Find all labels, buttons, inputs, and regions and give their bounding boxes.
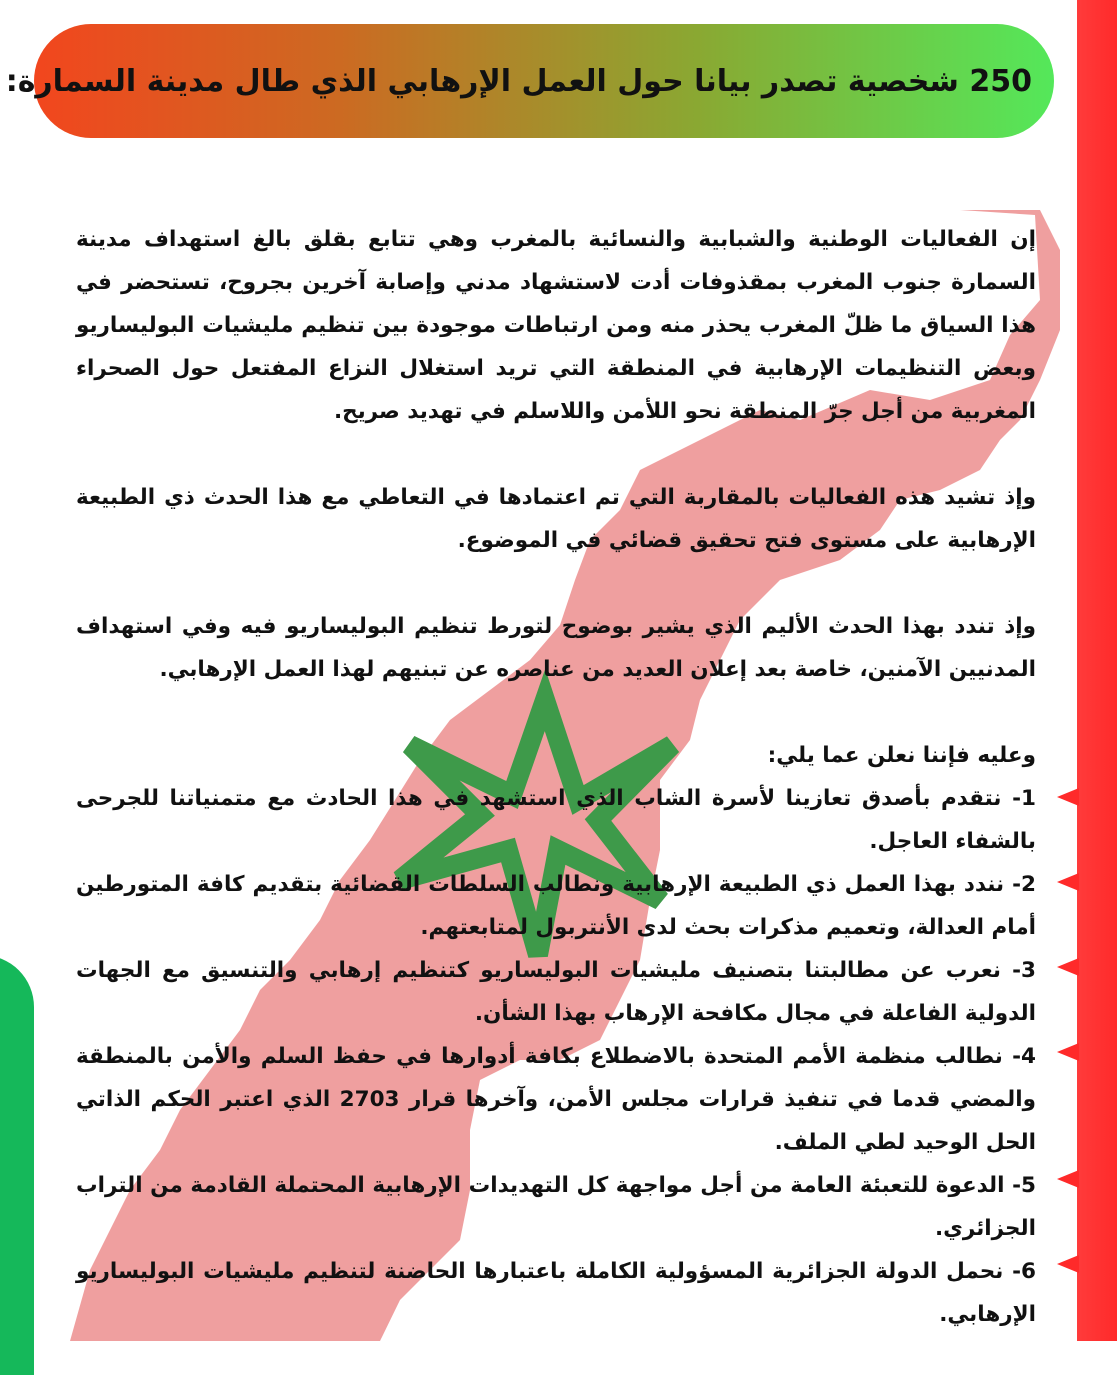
red-arrow-marker-icon	[1057, 1043, 1079, 1061]
red-arrow-marker-icon	[1057, 873, 1079, 891]
red-arrow-marker-icon	[1057, 1170, 1079, 1188]
red-arrow-marker-icon	[1057, 788, 1079, 806]
red-arrow-marker-icon	[1057, 958, 1079, 976]
page-title: 250 شخصية تصدر بيانا حول العمل الإرهابي الذي طال مدينة السمارة:	[5, 63, 1032, 99]
list-intro: وعليه فإننا نعلن عما يلي:	[767, 743, 1036, 768]
list-item-6: 6- نحمل الدولة الجزائرية المسؤولية الكاملة باعتبارها الحاضنة لتنظيم مليشيات البوليساريو الإرهابي.	[76, 1259, 1036, 1327]
list-item-2: 2- نندد بهذا العمل ذي الطبيعة الإرهابية ونطالب السلطات القضائية بتقديم كافة المتورطين أمام العدالة، وتعميم مذكرات بحث لدى الأنتربول لمتابعتهم.	[76, 872, 1036, 940]
paragraph-1: إن الفعاليات الوطنية والشبابية والنسائية بالمغرب وهي تتابع بقلق بالغ استهداف مدينة السمارة جنوب المغرب بمقذوفات أدت لاستشهاد مدني وإصابة آخرين بجروح، تستحضر في هذا السياق ما ظلّ المغرب يحذر منه ومن ارتباطات موجودة بين تنظيم مليشيات البوليساريو وبعض التنظيمات الإرهابية في المنطقة التي تريد استغلال النزاع المفتعل حول الصحراء المغربية من أجل جرّ المنطقة نحو اللأمن واللاسلم في تهديد صريح.	[76, 227, 1036, 424]
statement-body	[76, 218, 1036, 1336]
paragraph-2: وإذ تشيد هذه الفعاليات بالمقاربة التي تم اعتمادها في التعاطي مع هذا الحدث ذي الطبيعة الإرهابية على مستوى فتح تحقيق قضائي في الموضوع.	[76, 485, 1036, 553]
list-item-4: 4- نطالب منظمة الأمم المتحدة بالاضطلاع بكافة أدوارها في حفظ السلم والأمن بالمنطقة والمضي قدما في تنفيذ قرارات مجلس الأمن، وآخرها قرار 2703 الذي اعتبر الحكم الذاتي الحل الوحيد لطي الملف.	[76, 1044, 1036, 1155]
list-item-3: 3- نعرب عن مطالبتنا بتصنيف مليشيات البوليساريو كتنظيم إرهابي والتنسيق مع الجهات الدولية الفاعلة في مجال مكافحة الإرهاب بهذا الشأن.	[76, 958, 1036, 1026]
paragraph-3: وإذ تندد بهذا الحدث الأليم الذي يشير بوضوح لتورط تنظيم البوليساريو فيه وفي استهداف المدنيين الآمنين، خاصة بعد إعلان العديد من عناصره عن تبنيهم لهذا العمل الإرهابي.	[76, 614, 1036, 682]
list-item-1: 1- نتقدم بأصدق تعازينا لأسرة الشاب الذي استشهد في هذا الحادث مع متمنياتنا للجرحى بالشفاء العاجل.	[76, 786, 1036, 854]
title-banner	[5, 24, 1054, 138]
red-arrow-marker-icon	[1057, 1255, 1079, 1273]
list-item-5: 5- الدعوة للتعبئة العامة من أجل مواجهة كل التهديدات الإرهابية المحتملة القادمة من التراب الجزائري.	[76, 1173, 1036, 1241]
